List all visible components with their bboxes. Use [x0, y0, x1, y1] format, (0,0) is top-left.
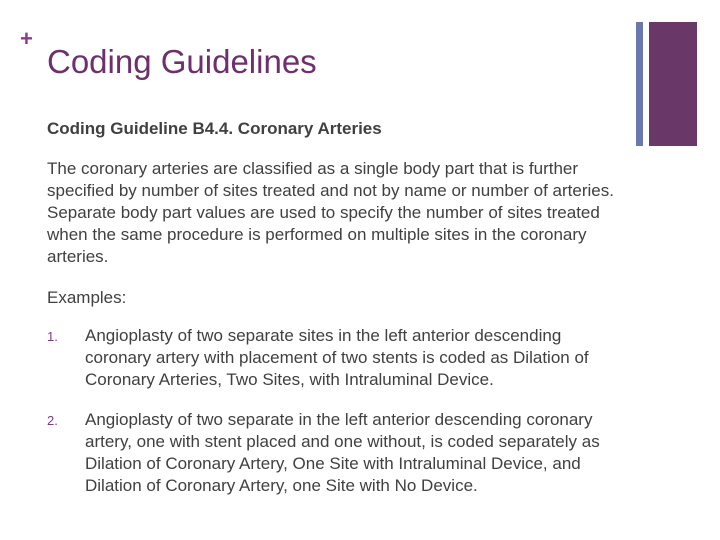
- list-item-number: 1.: [47, 329, 58, 344]
- decorative-wide-bar: [649, 22, 697, 146]
- list-item-text: Angioplasty of two separate sites in the left anterior descending coronary artery with placement of two stents is coded as Dilation of Coronary Arteries, Two Sites, with Intraluminal Device.: [85, 326, 589, 389]
- list-item: [47, 325, 630, 391]
- list-item: [47, 409, 630, 497]
- list-item-number: 2.: [47, 413, 58, 428]
- examples-list: [47, 325, 637, 497]
- guideline-heading: Coding Guideline B4.4. Coronary Arteries: [47, 119, 382, 138]
- guideline-paragraph: The coronary arteries are classified as a single body part that is further specified by number of sites treated and not by name or number of arteries. Separate body part values are used to specify the number of sites treated when the same procedure is performed on multiple sites in the coronary arteries.: [47, 159, 614, 266]
- list-item-text: Angioplasty of two separate in the left anterior descending coronary artery, one with stent placed and one without, is coded separately as Dilation of Coronary Artery, One Site with Intraluminal Device, and Dilation of Coronary Artery, one Site with No Device.: [85, 410, 600, 495]
- slide-content: [47, 118, 637, 497]
- examples-label: Examples:: [47, 288, 127, 307]
- plus-icon: +: [20, 26, 33, 51]
- slide-title: Coding Guidelines: [47, 43, 317, 80]
- decorative-thin-bar: [636, 22, 643, 146]
